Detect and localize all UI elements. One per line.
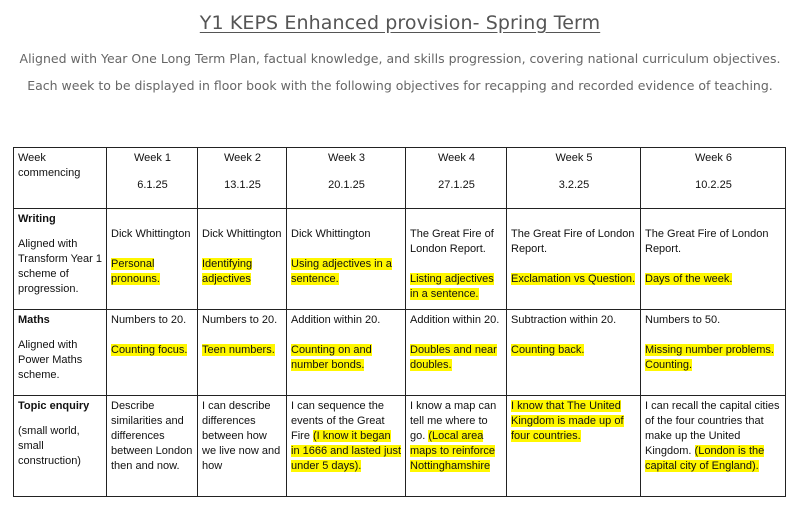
- topic-row: [14, 396, 786, 497]
- cell-text: Numbers to 20.: [202, 314, 278, 326]
- maths-row: [14, 310, 786, 396]
- cell-highlight: (London is the capital city of England).: [645, 445, 765, 472]
- cell-highlight: Days of the week.: [645, 273, 733, 285]
- week-date: 27.1.25: [438, 179, 475, 191]
- cell-text: Subtraction within 20.: [511, 314, 617, 326]
- week-date: 10.2.25: [695, 179, 732, 191]
- cell-text: The Great Fire of London Report.: [410, 228, 494, 255]
- week-date: 6.1.25: [137, 179, 168, 191]
- cell-highlight: (Local area maps to reinforce Nottinghamshire: [410, 430, 495, 472]
- cell-text: I can recall the capital cities of the four countries that make up the United Kingdom.: [645, 400, 780, 457]
- topic-week-1: [107, 396, 198, 497]
- cell-highlight: Exclamation vs Question.: [511, 273, 636, 285]
- cell-text: Dick Whittington: [291, 228, 371, 240]
- cell-highlight: Identifying adjectives: [202, 258, 253, 285]
- cell-highlight: Counting on and number bonds.: [291, 344, 372, 371]
- writing-row: [14, 209, 786, 310]
- week-date: 20.1.25: [328, 179, 365, 191]
- week-label: Week 4: [437, 152, 476, 164]
- cell-highlight: Counting back.: [511, 344, 585, 356]
- week-5-header: [507, 148, 641, 209]
- maths-week-4: [406, 310, 507, 396]
- week-label: Week 2: [223, 152, 262, 164]
- page-title: Y1 KEPS Enhanced provision- Spring Term: [199, 12, 601, 34]
- maths-week-3: [287, 310, 406, 396]
- row-note: Aligned with Power Maths scheme.: [18, 339, 83, 381]
- cell-text: I can describe differences between how we live now and how: [202, 400, 281, 472]
- cell-text: Addition within 20.: [410, 314, 500, 326]
- week-label: Week 1: [133, 152, 172, 164]
- maths-week-5: [507, 310, 641, 396]
- writing-week-3: [287, 209, 406, 310]
- cell-highlight: I know that The United Kingdom is made up of four countries.: [511, 400, 624, 442]
- row-note: (small world, small construction): [18, 425, 81, 467]
- cell-text: Numbers to 50.: [645, 314, 721, 326]
- row-label: Topic enquiry: [18, 400, 90, 412]
- writing-week-4: [406, 209, 507, 310]
- cell-text: Describe similarities and differences between London then and now.: [111, 400, 193, 472]
- header-row: [14, 148, 786, 209]
- week-label: Week 6: [694, 152, 733, 164]
- writing-week-2: [198, 209, 287, 310]
- row-label: Writing: [18, 213, 56, 225]
- topic-row-header: [14, 396, 107, 497]
- writing-week-6: [641, 209, 786, 310]
- row-note: Aligned with Transform Year 1 scheme of progression.: [18, 238, 102, 295]
- cell-text: The Great Fire of London Report.: [645, 228, 769, 255]
- week-2-header: [198, 148, 287, 209]
- cell-highlight: Using adjectives in a sentence.: [291, 258, 392, 285]
- week-4-header: [406, 148, 507, 209]
- writing-week-1: [107, 209, 198, 310]
- writing-week-5: [507, 209, 641, 310]
- topic-week-4: [406, 396, 507, 497]
- subtitle-2: Each week to be displayed in floor book with the following objectives for recapping and recorded evidence of teaching.: [27, 78, 773, 93]
- cell-highlight: Teen numbers.: [202, 344, 275, 356]
- maths-week-6: [641, 310, 786, 396]
- week-label: Week 3: [327, 152, 366, 164]
- cell-text: I know a map can tell me where to go.: [410, 400, 497, 442]
- cell-text: Dick Whittington: [202, 228, 282, 240]
- corner-cell: Week commencing: [14, 148, 107, 209]
- row-label: Maths: [18, 314, 50, 326]
- cell-text: Numbers to 20.: [111, 314, 187, 326]
- week-date: 3.2.25: [558, 179, 590, 191]
- cell-text: The Great Fire of London Report.: [511, 228, 635, 255]
- week-date: 13.1.25: [224, 179, 261, 191]
- maths-week-2: [198, 310, 287, 396]
- topic-week-3: [287, 396, 406, 497]
- topic-week-6: [641, 396, 786, 497]
- cell-highlight: Listing adjectives in a sentence.: [410, 273, 494, 300]
- maths-row-header: [14, 310, 107, 396]
- week-label: Week 5: [555, 152, 593, 164]
- week-6-header: [641, 148, 786, 209]
- cell-text: I can sequence the events of the Great Fire: [291, 400, 385, 442]
- cell-highlight: Personal pronouns.: [111, 258, 160, 285]
- maths-week-1: [107, 310, 198, 396]
- subtitle-1: Aligned with Year One Long Term Plan, factual knowledge, and skills progression, covering national curriculum objectives.: [19, 51, 781, 66]
- topic-week-5: [507, 396, 641, 497]
- cell-highlight: (I know it began in 1666 and lasted just under 5 days).: [291, 430, 402, 472]
- cell-text: Dick Whittington: [111, 228, 191, 240]
- plan-table: [13, 147, 786, 497]
- cell-highlight: Doubles and near doubles.: [410, 344, 497, 371]
- topic-week-2: [198, 396, 287, 497]
- cell-highlight: Counting focus.: [111, 344, 188, 356]
- week-1-header: [107, 148, 198, 209]
- cell-text: Addition within 20.: [291, 314, 381, 326]
- week-3-header: [287, 148, 406, 209]
- cell-highlight: Missing number problems. Counting.: [645, 344, 774, 371]
- writing-row-header: [14, 209, 107, 310]
